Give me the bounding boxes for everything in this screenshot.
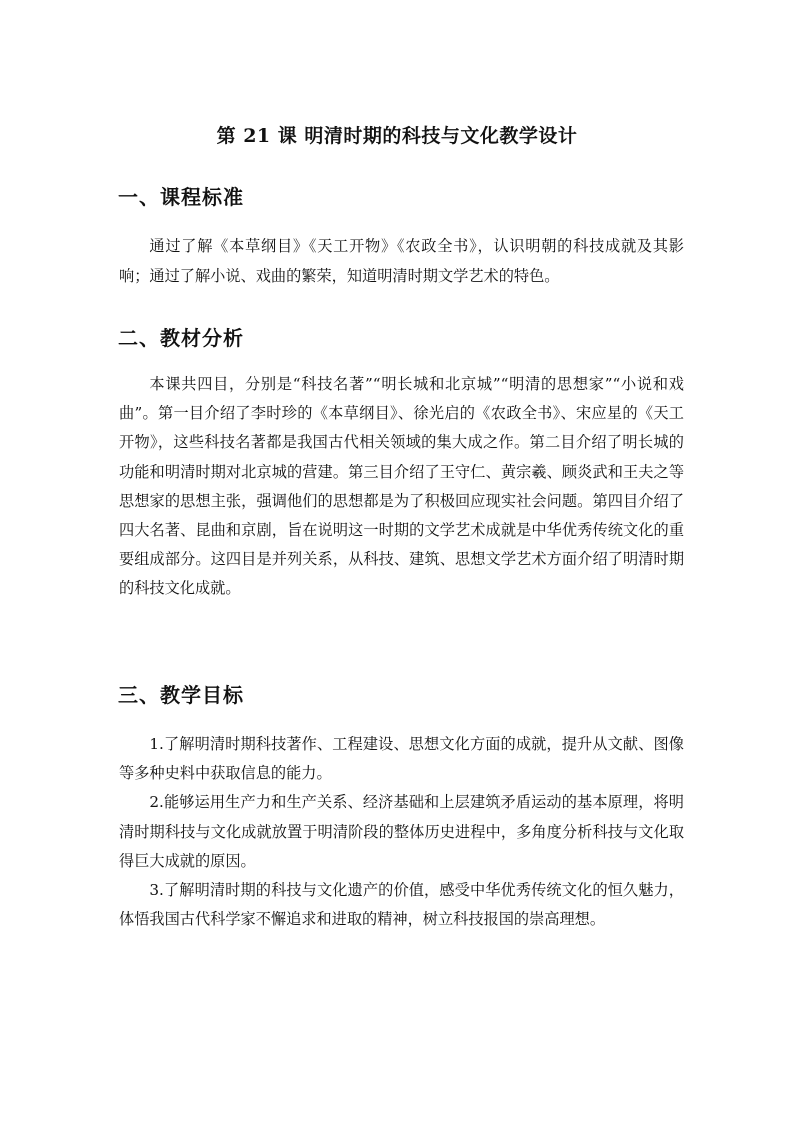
section-heading-textbook-analysis: 二、教材分析 [118,326,244,350]
teaching-goals-list [119,730,684,934]
teaching-goal-item-3: 3.了解明清时期的科技与文化遗产的价值，感受中华优秀传统文化的恒久魅力，体悟我国古代科学家不懈追求和进取的精神，树立科技报国的崇高理想。 [119,881,684,929]
section-heading-teaching-goals: 三、教学目标 [118,683,244,707]
textbook-analysis-paragraph: 本课共四目，分别是“科技名著”“明长城和北京城”“明清的思想家”“小说和戏曲”。第一目介绍了李时珍的《本草纲目》、徐光启的《农政全书》、宋应星的《天工开物》，这些科技名著都是我国古代相关领域的集大成之作。第二目介绍了明长城的功能和明清时期对北京城的营建。第三目介绍了王守仁、黄宗羲、顾炎武和王夫之等思想家的思想主张，强调他们的思想都是为了积极回应现实社会问题。第四目介绍了四大名著、昆曲和京剧，旨在说明这一时期的文学艺术成就是中华优秀传统文化的重要组成部分。这四目是并列关系，从科技、建筑、思想文学艺术方面介绍了明清时期的科技文化成就。 [119,375,684,598]
teaching-goal-item-2: 2.能够运用生产力和生产关系、经济基础和上层建筑矛盾运动的基本原理，将明清时期科技与文化成就放置于明清阶段的整体历史进程中，多角度分析科技与文化取得巨大成就的原因。 [119,793,684,870]
teaching-goal-item-1: 1.了解明清时期科技著作、工程建设、思想文化方面的成就，提升从文献、图像等多种史料中获取信息的能力。 [119,735,684,783]
document-title: 第 21 课 明清时期的科技与文化教学设计 [216,125,578,147]
section-heading-curriculum-standard: 一、课程标准 [118,185,244,209]
curriculum-standard-paragraph: 通过了解《本草纲目》《天工开物》《农政全书》，认识明朝的科技成就及其影响；通过了解小说、戏曲的繁荣，知道明清时期文学艺术的特色。 [119,237,684,285]
